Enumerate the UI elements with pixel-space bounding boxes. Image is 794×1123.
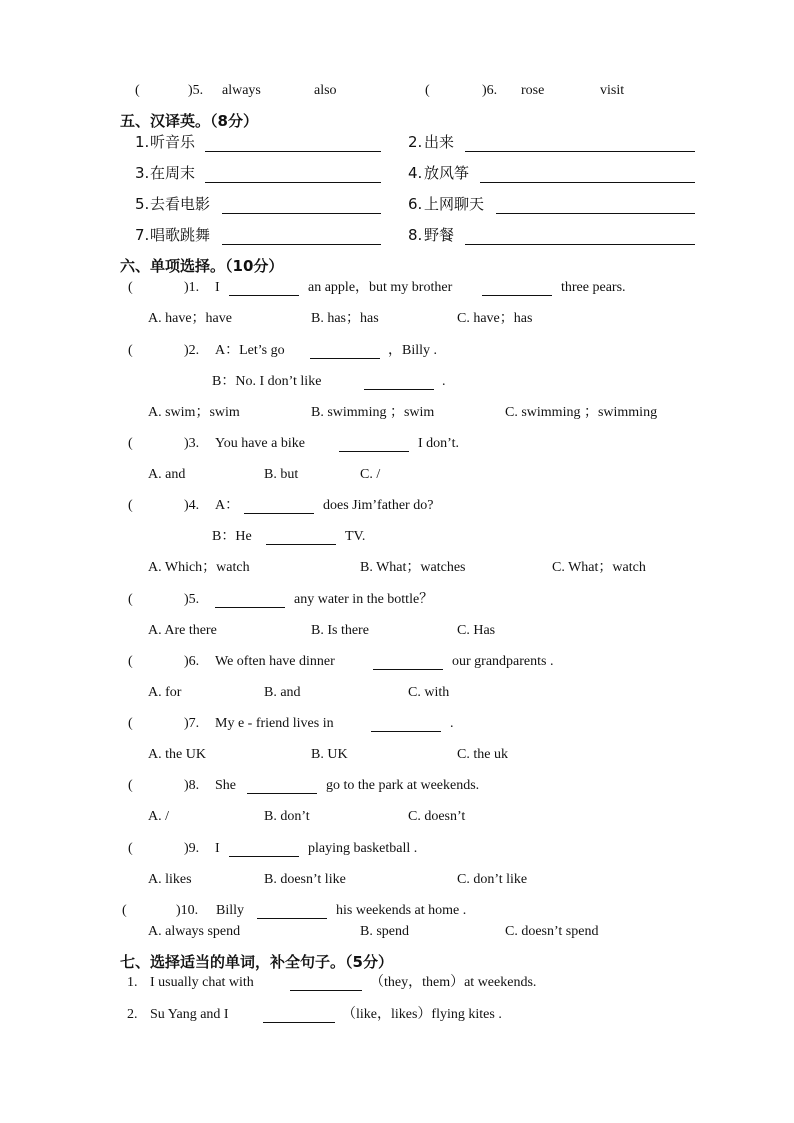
item-number: 7. — [135, 226, 150, 244]
option-a: A. and — [148, 467, 186, 482]
option-b: B. spend — [360, 924, 409, 939]
question-number: )4. — [184, 498, 200, 513]
answer-line[interactable] — [465, 151, 695, 152]
blank-line[interactable] — [266, 544, 336, 545]
question-text: ，Billy . — [388, 343, 438, 358]
option-c: C. doesn’t — [408, 809, 466, 824]
paren-open: ( — [425, 83, 430, 98]
paren-open: ( — [128, 436, 133, 451]
option-b: B. and — [264, 685, 301, 700]
question-text: I don’t. — [418, 436, 459, 451]
question-text: You have a bike — [215, 436, 305, 451]
option-c: C. swimming ；swimming — [505, 405, 658, 420]
option-c: C. have；has — [457, 311, 533, 326]
option-a: A. / — [148, 809, 169, 824]
paren-open: ( — [128, 280, 133, 295]
option-b: B. has；has — [311, 311, 379, 326]
question-number: )8. — [184, 778, 200, 793]
option-b: B. but — [264, 467, 299, 482]
paren-open: ( — [128, 343, 133, 358]
paren-open: ( — [128, 778, 133, 793]
blank-line[interactable] — [339, 451, 409, 452]
answer-line[interactable] — [480, 182, 695, 183]
option-b: B. Is there — [311, 623, 369, 638]
question-number: )6. — [482, 83, 498, 98]
chinese-phrase: 唱歌跳舞 — [150, 226, 211, 244]
section-five-title: 五、汉译英。（8分） — [120, 112, 258, 130]
option-c: C. the uk — [457, 747, 508, 762]
chinese-phrase: 出来 — [424, 133, 455, 151]
option-a: A. likes — [148, 872, 192, 887]
item-number: 1. — [127, 975, 138, 990]
chinese-phrase: 上网聊天 — [424, 195, 485, 213]
option-b: B. don’t — [264, 809, 310, 824]
paren-open: ( — [128, 592, 133, 607]
question-text: any water in the bottle？ — [294, 592, 434, 607]
item-number: 2. — [408, 133, 423, 151]
item-number: 1. — [135, 133, 150, 151]
question-text: My e - friend lives in — [215, 716, 334, 731]
word-option: also — [314, 83, 337, 98]
option-a: A. Are there — [148, 623, 217, 638]
section-seven-title: 七、选择适当的单词，补全句子。（5分） — [120, 953, 393, 971]
blank-line[interactable] — [482, 295, 552, 296]
option-b: B. UK — [311, 747, 348, 762]
question-text: . — [442, 374, 446, 389]
question-text: B：No. I don’t like — [212, 374, 322, 389]
question-number: )6. — [184, 654, 200, 669]
question-number: )10. — [176, 903, 199, 918]
question-text: our grandparents . — [452, 654, 554, 669]
item-number: 2. — [127, 1007, 138, 1022]
option-b: B. doesn’t like — [264, 872, 346, 887]
question-number: )3. — [184, 436, 200, 451]
answer-line[interactable] — [205, 151, 381, 152]
chinese-phrase: 放风筝 — [424, 164, 470, 182]
question-text: Billy — [216, 903, 245, 918]
option-c: C. Has — [457, 623, 496, 638]
word-option: visit — [600, 83, 625, 98]
sentence-text: （they，them）at weekends. — [370, 975, 537, 990]
question-text: I — [215, 280, 220, 295]
question-text: We often have dinner — [215, 654, 335, 669]
question-number: )5. — [188, 83, 204, 98]
blank-line[interactable] — [244, 513, 314, 514]
option-a: A. have；have — [148, 311, 232, 326]
paren-open: ( — [135, 83, 140, 98]
answer-line[interactable] — [205, 182, 381, 183]
answer-line[interactable] — [465, 244, 695, 245]
item-number: 6. — [408, 195, 423, 213]
item-number: 8. — [408, 226, 423, 244]
chinese-phrase: 去看电影 — [150, 195, 211, 213]
blank-line[interactable] — [229, 295, 299, 296]
question-text: an apple，but my brother — [308, 280, 453, 295]
question-number: )7. — [184, 716, 200, 731]
sentence-text: Su Yang and I — [150, 1007, 229, 1022]
word-option: rose — [521, 83, 545, 98]
option-b: B. swimming ；swim — [311, 405, 435, 420]
question-text: TV. — [345, 529, 366, 544]
chinese-phrase: 听音乐 — [150, 133, 196, 151]
blank-line[interactable] — [290, 990, 362, 991]
question-text: three pears. — [561, 280, 626, 295]
blank-line[interactable] — [310, 358, 380, 359]
question-number: )5. — [184, 592, 200, 607]
chinese-phrase: 在周末 — [150, 164, 196, 182]
option-a: A. Which；watch — [148, 560, 250, 575]
question-text: B：He — [212, 529, 252, 544]
chinese-phrase: 野餐 — [424, 226, 455, 244]
word-option: always — [222, 83, 261, 98]
question-text: go to the park at weekends. — [326, 778, 480, 793]
sentence-text: I usually chat with — [150, 975, 254, 990]
paren-open: ( — [122, 903, 127, 918]
blank-line[interactable] — [215, 607, 285, 608]
option-a: A. for — [148, 685, 182, 700]
blank-line[interactable] — [371, 731, 441, 732]
paren-open: ( — [128, 654, 133, 669]
question-text: A：Let’s go — [215, 343, 285, 358]
question-text: A： — [215, 498, 240, 513]
blank-line[interactable] — [364, 389, 434, 390]
option-c: C. What；watch — [552, 560, 646, 575]
paren-open: ( — [128, 841, 133, 856]
question-text: playing basketball . — [308, 841, 418, 856]
question-text: his weekends at home . — [336, 903, 467, 918]
item-number: 3. — [135, 164, 150, 182]
option-a: A. swim；swim — [148, 405, 240, 420]
question-text: does Jim’father do? — [323, 498, 434, 513]
section-six-title: 六、单项选择。（10分） — [120, 257, 284, 275]
option-a: A. the UK — [148, 747, 206, 762]
option-c: C. / — [360, 467, 381, 482]
item-number: 5. — [135, 195, 150, 213]
answer-line[interactable] — [496, 213, 695, 214]
paren-open: ( — [128, 716, 133, 731]
question-number: )1. — [184, 280, 200, 295]
question-text: She — [215, 778, 236, 793]
paren-open: ( — [128, 498, 133, 513]
option-c: C. don’t like — [457, 872, 528, 887]
blank-line[interactable] — [373, 669, 443, 670]
item-number: 4. — [408, 164, 423, 182]
sentence-text: （like，likes）flying kites . — [342, 1007, 502, 1022]
blank-line[interactable] — [247, 793, 317, 794]
question-text: . — [450, 716, 454, 731]
question-number: )9. — [184, 841, 200, 856]
blank-line[interactable] — [257, 918, 327, 919]
question-text: I — [215, 841, 220, 856]
blank-line[interactable] — [263, 1022, 335, 1023]
option-b: B. What；watches — [360, 560, 466, 575]
option-c: C. doesn’t spend — [505, 924, 599, 939]
option-a: A. always spend — [148, 924, 241, 939]
blank-line[interactable] — [229, 856, 299, 857]
answer-line[interactable] — [222, 213, 381, 214]
option-c: C. with — [408, 685, 450, 700]
answer-line[interactable] — [222, 244, 381, 245]
question-number: )2. — [184, 343, 200, 358]
